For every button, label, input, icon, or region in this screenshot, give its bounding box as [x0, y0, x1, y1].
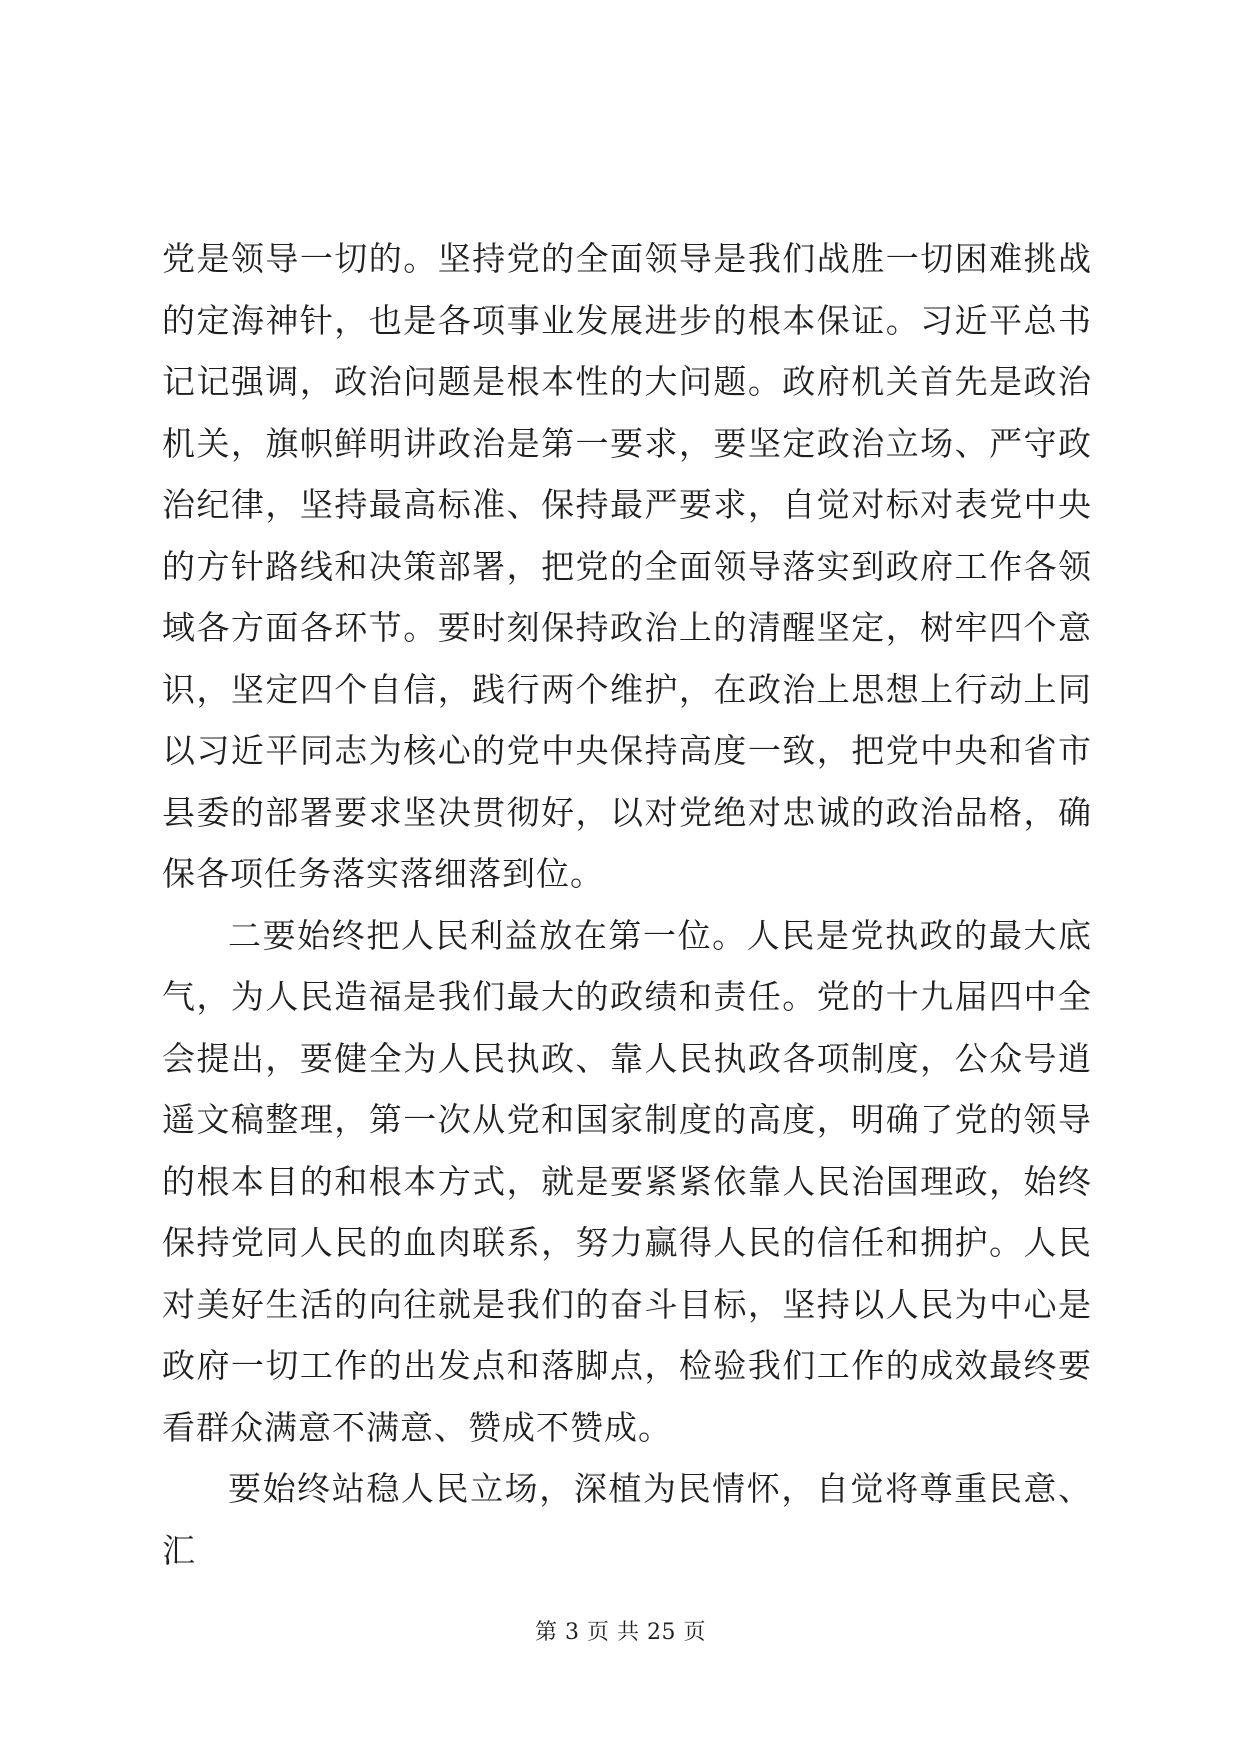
paragraph-2: 二要始终把人民利益放在第一位。人民是党执政的最大底气，为人民造福是我们最大的政绩和责任。党的十九届四中全会提出，要健全为人民执政、靠人民执政各项制度，公众号逍遥文稿整理，第一次从党和国家制度的高度，明确了党的领导的根本目的和根本方式，就是要紧紧依靠人民治国理政，始终保持党同人民的血肉联系，努力赢得人民的信任和拥护。人民对美好生活的向往就是我们的奋斗目标，坚持以人民为中心是政府一切工作的出发点和落脚点，检验我们工作的成效最终要看群众满意不满意、赞成不赞成。 — [162, 915, 1092, 1447]
page-footer: 第 3 页 共 25 页 — [535, 1620, 706, 1645]
document-body — [162, 228, 1092, 1581]
paragraph-1: 党是领导一切的。坚持党的全面领导是我们战胜一切困难挑战的定海神针，也是各项事业发展进步的根本保证。习近平总书记记强调，政治问题是根本性的大问题。政府机关首先是政治机关，旗帜鲜明讲政治是第一要求，要坚定政治立场、严守政治纪律，坚持最高标准、保持最严要求，自觉对标对表党中央的方针路线和决策部署，把党的全面领导落实到政府工作各领域各方面各环节。要时刻保持政治上的清醒坚定，树牢四个意识，坚定四个自信，践行两个维护，在政治上思想上行动上同以习近平同志为核心的党中央保持高度一致，把党中央和省市县委的部署要求坚决贯彻好，以对党绝对忠诚的政治品格，确保各项任务落实落细落到位。 — [162, 239, 1092, 893]
paragraph-3: 要始终站稳人民立场，深植为民情怀，自觉将尊重民意、汇 — [162, 1469, 1092, 1570]
